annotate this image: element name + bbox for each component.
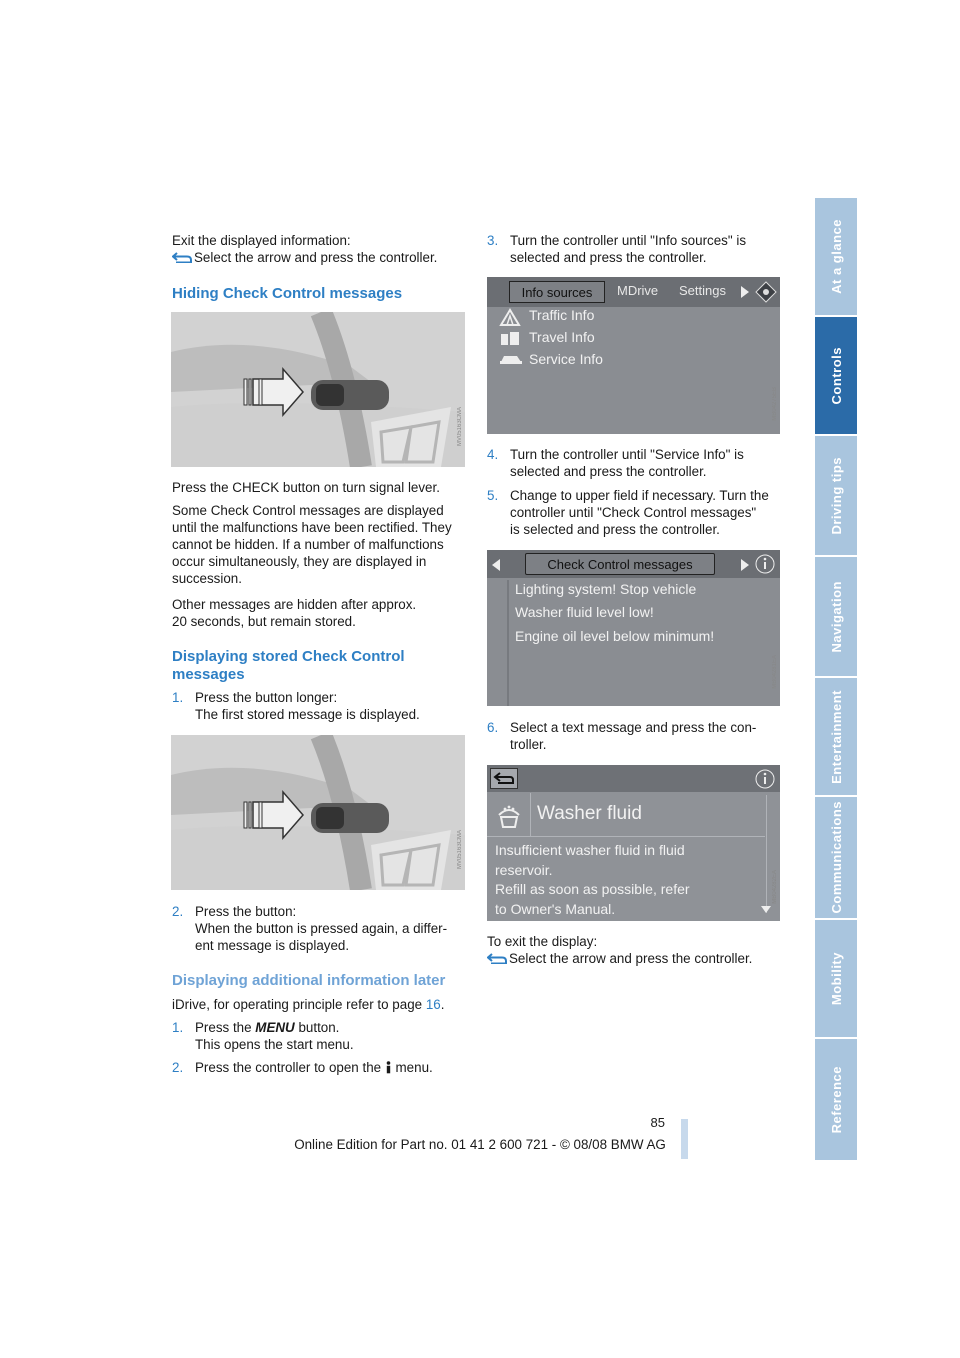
tab-check-control-messages[interactable]: Check Control messages: [525, 553, 715, 575]
turn-signal-lever-photo-2: [171, 735, 465, 890]
tab-reference[interactable]: Reference: [815, 1039, 857, 1160]
tab-mdrive[interactable]: MDrive: [617, 283, 659, 298]
idrive-screen-washer-fluid: [487, 765, 780, 921]
tab-at-a-glance[interactable]: At a glance: [815, 198, 857, 315]
exit-instruction-text: Select the arrow and press the controller.: [194, 250, 438, 265]
exit-display-instruction: [487, 950, 752, 967]
heading-later: Displaying additional information later: [172, 972, 446, 989]
scroll-left-icon[interactable]: [491, 558, 501, 572]
footer-edition: Online Edition for Part no. 01 41 2 600 721 - © 08/08 BMW AG: [294, 1137, 666, 1152]
other-messages-paragraph: Other messages are hidden after approx. 20 seconds, but remain stored.: [172, 597, 417, 629]
scroll-down-icon[interactable]: [760, 905, 772, 914]
message-body: Insufficient washer fluid in fluid reservoir. Refill as soon as possible, refer to Owner's Manual.: [495, 842, 690, 917]
info-icon: [755, 554, 775, 574]
stored-step-1: 1. Press the button longer: The first stored message is displayed.: [172, 690, 420, 722]
tab-mobility[interactable]: Mobility: [815, 920, 857, 1037]
photo-code: MV05163CMA: [457, 830, 463, 870]
idrive-screen-info-sources: [487, 277, 780, 434]
tab-driving-tips[interactable]: Driving tips: [815, 436, 857, 555]
exit-instruction-line: [172, 249, 437, 266]
heading-hiding: Hiding Check Control messages: [172, 285, 403, 302]
idrive-screen-check-control: [487, 550, 780, 706]
scrollbar-track[interactable]: [766, 795, 767, 913]
photo-code: MV05163CMA: [457, 407, 463, 447]
press-check-text: Press the CHECK button on turn signal lever.: [172, 480, 440, 495]
back-arrow-icon: [172, 252, 192, 263]
message-title: Washer fluid: [537, 803, 642, 824]
menu-step-2: 2. Press the controller to open the menu.: [172, 1060, 433, 1075]
list-rail: [507, 580, 509, 706]
page-number: 85: [650, 1115, 665, 1130]
page-link[interactable]: 16: [425, 997, 441, 1012]
step-5: 5. Change to upper field if necessary. Turn the controller until "Check Control messages" is selected and press the controller.: [487, 488, 769, 537]
scroll-right-icon[interactable]: [740, 285, 750, 299]
traffic-info-icon: [499, 308, 521, 326]
controller-direction-icon: [755, 281, 777, 303]
travel-info-icon: [499, 330, 521, 346]
message-item-lighting[interactable]: Lighting system! Stop vehicle: [515, 581, 697, 597]
tab-communications[interactable]: Communications: [815, 797, 857, 918]
step-4: 4. Turn the controller until "Service Info" is selected and press the controller.: [487, 447, 744, 479]
turn-signal-lever-photo-1: [171, 312, 465, 467]
stored-step-2: 2. Press the button: When the button is pressed again, a differ- ent message is displayed.: [172, 904, 448, 953]
back-arrow-icon: [491, 769, 517, 788]
tab-info-sources[interactable]: Info sources: [509, 281, 605, 303]
step-3: 3. Turn the controller until "Info sources" is selected and press the controller.: [487, 233, 747, 265]
step-6: 6. Select a text message and press the con- troller.: [487, 720, 757, 752]
warning-icon-cell: [487, 793, 531, 837]
menu-item-travel-info[interactable]: Travel Info: [529, 329, 595, 345]
tab-settings[interactable]: Settings: [679, 283, 726, 298]
screen-topbar: [487, 765, 780, 792]
exit-intro: Exit the displayed information:: [172, 233, 351, 248]
info-icon: [755, 769, 775, 789]
back-arrow-icon: [487, 953, 507, 964]
message-item-engine-oil[interactable]: Engine oil level below minimum!: [515, 628, 715, 644]
tab-navigation[interactable]: Navigation: [815, 557, 857, 676]
menu-item-service-info[interactable]: Service Info: [529, 351, 603, 367]
menu-button-glyph: MENU: [255, 1020, 295, 1035]
service-info-icon: [499, 353, 523, 365]
menu-step-1: 1. Press the MENU button. This opens the start menu.: [172, 1020, 354, 1052]
washer-fluid-icon: [495, 801, 523, 829]
menu-item-traffic-info[interactable]: Traffic Info: [529, 307, 595, 323]
exit-display-intro: To exit the display:: [487, 934, 598, 949]
image-code: MB04282EA: [772, 870, 778, 904]
back-button[interactable]: [490, 768, 518, 789]
idrive-reference: iDrive, for operating principle refer to page 16.: [172, 997, 445, 1012]
tab-entertainment[interactable]: Entertainment: [815, 678, 857, 795]
malfunction-paragraph: Some Check Control messages are displayed until the malfunctions have been rectified. They cannot be hidden. If a number of malfunctions occur simultaneously, they are displayed in succession.: [172, 503, 452, 586]
info-icon: [385, 1061, 392, 1074]
image-code: MB04275EB: [772, 387, 778, 421]
image-code: MB04281EA: [772, 655, 778, 689]
scroll-right-icon[interactable]: [740, 558, 750, 572]
exit-display-text: Select the arrow and press the controller.: [509, 951, 753, 966]
chapter-tabs: [815, 198, 857, 1160]
tab-controls[interactable]: Controls: [815, 317, 857, 434]
message-item-washer[interactable]: Washer fluid level low!: [515, 604, 654, 620]
heading-stored: Displaying stored Check Control messages: [172, 648, 405, 683]
